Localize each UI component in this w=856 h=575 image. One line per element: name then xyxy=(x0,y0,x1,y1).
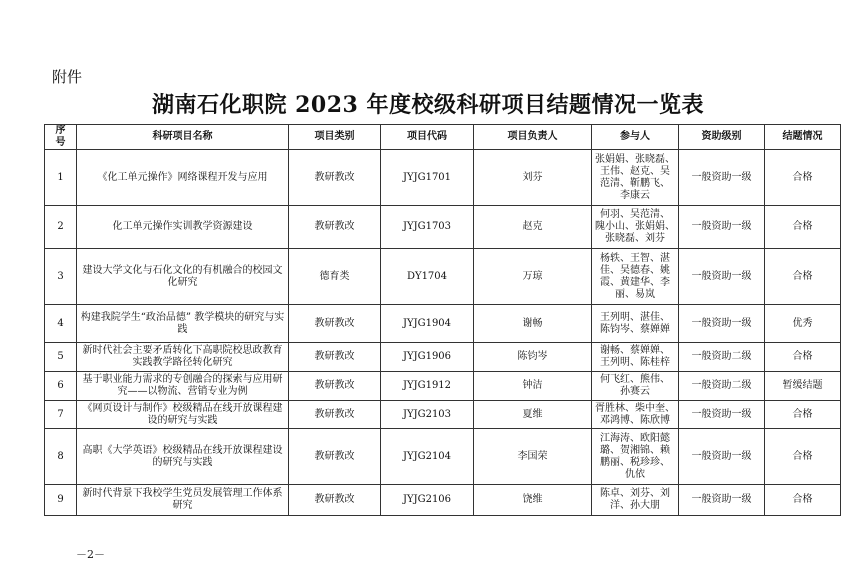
cell-no: 9 xyxy=(45,485,77,516)
cell-project-name: 建设大学文化与石化文化的有机融合的校园文化研究 xyxy=(77,249,289,305)
cell-no: 7 xyxy=(45,401,77,429)
cell-participants: 杨轶、王智、湛 佳、吴德春、姚 霞、黄建华、李 丽、易岚 xyxy=(592,249,679,305)
cell-project-name: 新时代背景下我校学生党员发展管理工作体系研究 xyxy=(77,485,289,516)
cell-participants: 江海涛、欧阳懿 璐、贺湘锦、赖 鹏丽、税珍珍、 仇依 xyxy=(592,429,679,485)
table-row xyxy=(45,372,841,401)
cell-result: 优秀 xyxy=(765,305,841,343)
cell-funding: 一般资助一级 xyxy=(679,249,765,305)
header-leader: 项目负责人 xyxy=(474,125,592,150)
cell-leader: 赵克 xyxy=(474,206,592,249)
cell-leader: 陈钧岑 xyxy=(474,343,592,372)
table-row xyxy=(45,150,841,206)
cell-participants: 张娟娟、张晓磊、 王伟、赵克、吴 范清、靳鹏飞、 李康云 xyxy=(592,150,679,206)
cell-project-name: 新时代社会主要矛盾转化下高职院校思政教育实践教学路径转化研究 xyxy=(77,343,289,372)
header-code: 项目代码 xyxy=(381,125,474,150)
table-row xyxy=(45,429,841,485)
cell-code: JYJG1701 xyxy=(381,150,474,206)
cell-code: DY1704 xyxy=(381,249,474,305)
cell-funding: 一般资助一级 xyxy=(679,206,765,249)
table-row xyxy=(45,249,841,305)
cell-project-name: 《网页设计与制作》校级精品在线开放课程建设的研究与实践 xyxy=(77,401,289,429)
cell-result: 合格 xyxy=(765,249,841,305)
cell-leader: 钟洁 xyxy=(474,372,592,401)
cell-participants: 谢畅、蔡婵婵、 王列明、陈桂梓 xyxy=(592,343,679,372)
cell-code: JYJG2106 xyxy=(381,485,474,516)
cell-category: 教研教改 xyxy=(289,150,381,206)
cell-code: JYJG1703 xyxy=(381,206,474,249)
cell-participants: 陈卓、刘芬、刘 洋、孙大朋 xyxy=(592,485,679,516)
cell-project-name: 高职《大学英语》校级精品在线开放课程建设的研究与实践 xyxy=(77,429,289,485)
cell-no: 8 xyxy=(45,429,77,485)
cell-category: 教研教改 xyxy=(289,305,381,343)
cell-project-name: 《化工单元操作》网络课程开发与应用 xyxy=(77,150,289,206)
cell-category: 教研教改 xyxy=(289,372,381,401)
cell-funding: 一般资助一级 xyxy=(679,429,765,485)
cell-result: 合格 xyxy=(765,429,841,485)
header-funding: 资助级别 xyxy=(679,125,765,150)
cell-result: 合格 xyxy=(765,401,841,429)
cell-code: JYJG2103 xyxy=(381,401,474,429)
cell-no: 5 xyxy=(45,343,77,372)
cell-funding: 一般资助二级 xyxy=(679,372,765,401)
cell-leader: 李国荣 xyxy=(474,429,592,485)
cell-result: 合格 xyxy=(765,150,841,206)
cell-no: 1 xyxy=(45,150,77,206)
cell-result: 合格 xyxy=(765,206,841,249)
header-participants: 参与人 xyxy=(592,125,679,150)
cell-participants: 胥胜林、柴中奎、 邓鸿博、陈欣博 xyxy=(592,401,679,429)
cell-leader: 万琼 xyxy=(474,249,592,305)
cell-code: JYJG1912 xyxy=(381,372,474,401)
cell-leader: 谢畅 xyxy=(474,305,592,343)
table-header-row xyxy=(45,125,841,150)
page-number: －2－ xyxy=(76,548,105,561)
table-row xyxy=(45,343,841,372)
page-title: 湖南石化职院 2023 年度校级科研项目结题情况一览表 xyxy=(151,92,705,118)
attachment-label: 附件 xyxy=(52,68,83,86)
table-row xyxy=(45,206,841,249)
cell-category: 教研教改 xyxy=(289,429,381,485)
cell-code: JYJG2104 xyxy=(381,429,474,485)
table-row xyxy=(45,401,841,429)
cell-code: JYJG1906 xyxy=(381,343,474,372)
cell-result: 合格 xyxy=(765,485,841,516)
header-no: 序 号 xyxy=(45,125,77,150)
cell-leader: 刘芬 xyxy=(474,150,592,206)
cell-funding: 一般资助一级 xyxy=(679,485,765,516)
cell-category: 教研教改 xyxy=(289,343,381,372)
cell-category: 教研教改 xyxy=(289,485,381,516)
cell-category: 德育类 xyxy=(289,249,381,305)
cell-participants: 何飞红、熊伟、 孙赛云 xyxy=(592,372,679,401)
cell-leader: 夏维 xyxy=(474,401,592,429)
cell-no: 3 xyxy=(45,249,77,305)
cell-participants: 何羽、吴范清、 隗小山、张娟娟、 张晓磊、刘芬 xyxy=(592,206,679,249)
cell-project-name: 基于职业能力需求的专创融合的探索与应用研究——以物流、营销专业为例 xyxy=(77,372,289,401)
cell-funding: 一般资助一级 xyxy=(679,150,765,206)
table-row xyxy=(45,485,841,516)
header-project-name: 科研项目名称 xyxy=(77,125,289,150)
projects-table xyxy=(44,124,841,516)
cell-no: 4 xyxy=(45,305,77,343)
cell-no: 2 xyxy=(45,206,77,249)
cell-project-name: 构建我院学生“政治品德” 教学模块的研究与实践 xyxy=(77,305,289,343)
cell-participants: 王列明、湛佳、 陈钧岑、蔡婵婵 xyxy=(592,305,679,343)
cell-leader: 饶维 xyxy=(474,485,592,516)
header-result: 结题情况 xyxy=(765,125,841,150)
cell-funding: 一般资助一级 xyxy=(679,305,765,343)
cell-funding: 一般资助一级 xyxy=(679,401,765,429)
header-category: 项目类别 xyxy=(289,125,381,150)
cell-no: 6 xyxy=(45,372,77,401)
cell-code: JYJG1904 xyxy=(381,305,474,343)
cell-category: 教研教改 xyxy=(289,401,381,429)
cell-result: 暂缓结题 xyxy=(765,372,841,401)
cell-project-name: 化工单元操作实训教学资源建设 xyxy=(77,206,289,249)
cell-result: 合格 xyxy=(765,343,841,372)
table-row xyxy=(45,305,841,343)
cell-funding: 一般资助二级 xyxy=(679,343,765,372)
cell-category: 教研教改 xyxy=(289,206,381,249)
